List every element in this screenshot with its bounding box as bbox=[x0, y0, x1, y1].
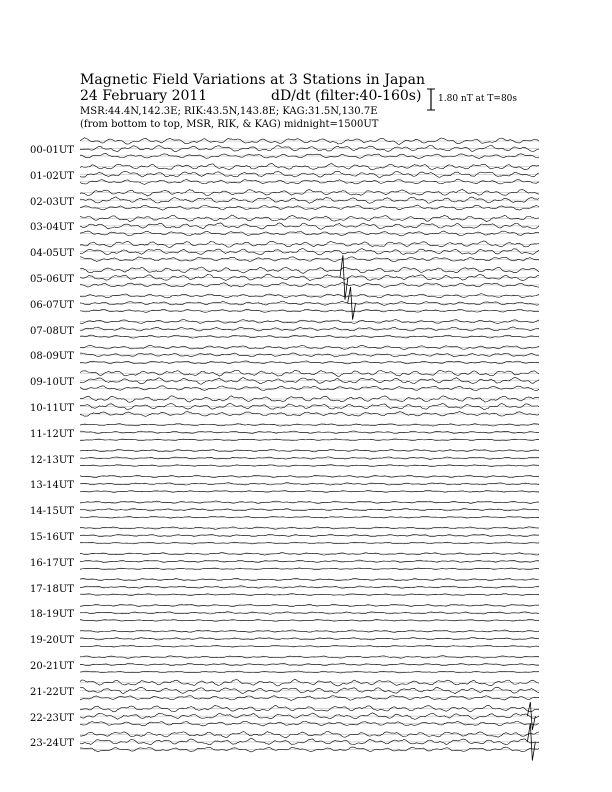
chart-date: 24 February 2011 bbox=[80, 88, 208, 104]
trace-13-14UT-RIK bbox=[80, 483, 539, 485]
station-coordinates: MSR:44.4N,142.3E; RIK:43.5N,143.8E; KAG:31.5N,130.7E bbox=[80, 106, 378, 117]
hour-label-16-17UT: 16-17UT bbox=[30, 557, 74, 569]
hour-label-19-20UT: 19-20UT bbox=[30, 635, 74, 647]
hour-label-15-16UT: 15-16UT bbox=[30, 532, 74, 543]
trace-12-13UT-MSR bbox=[80, 450, 539, 452]
trace-09-10UT-RIK bbox=[80, 378, 539, 385]
hour-label-03-04UT: 03-04UT bbox=[30, 222, 74, 234]
hour-label-01-02UT: 01-02UT bbox=[30, 170, 74, 182]
hour-label-22-23UT: 22-23UT bbox=[30, 712, 74, 724]
trace-23-24UT-RIK bbox=[80, 738, 539, 744]
scale-bar-label: 1.80 nT at T=80s bbox=[438, 94, 518, 104]
chart-title: Magnetic Field Variations at 3 Stations in Japan bbox=[80, 72, 426, 88]
hour-label-14-15UT: 14-15UT bbox=[30, 506, 74, 518]
hour-label-07-08UT: 07-08UT bbox=[30, 325, 74, 337]
hour-label-05-06UT: 05-06UT bbox=[30, 274, 74, 285]
hour-label-11-12UT: 11-12UT bbox=[30, 428, 74, 440]
hour-label-00-01UT: 00-01UT bbox=[30, 145, 74, 156]
hour-label-10-11UT: 10-11UT bbox=[30, 403, 74, 414]
hour-label-23-24UT: 23-24UT bbox=[30, 738, 74, 750]
hour-label-02-03UT: 02-03UT bbox=[30, 196, 74, 208]
hour-label-09-10UT: 09-10UT bbox=[30, 377, 74, 389]
hour-label-12-13UT: 12-13UT bbox=[30, 454, 74, 466]
trace-12-13UT-KAG bbox=[80, 465, 539, 467]
trace-02-03UT-MSR bbox=[80, 190, 539, 196]
chart-measure: dD/dt (filter:40-160s) bbox=[271, 88, 422, 104]
hour-label-21-22UT: 21-22UT bbox=[30, 686, 74, 698]
hour-label-18-19UT: 18-19UT bbox=[30, 609, 74, 621]
trace-09-10UT-MSR bbox=[80, 370, 539, 376]
hour-label-04-05UT: 04-05UT bbox=[30, 248, 74, 260]
hour-label-08-09UT: 08-09UT bbox=[30, 351, 74, 363]
trace-11-12UT-MSR bbox=[80, 424, 539, 426]
trace-03-04UT-RIK bbox=[80, 223, 539, 229]
trace-21-22UT-KAG bbox=[80, 696, 539, 701]
station-order-note: (from bottom to top, MSR, RIK, & KAG) midnight=1500UT bbox=[80, 119, 379, 130]
hour-label-13-14UT: 13-14UT bbox=[30, 480, 74, 492]
hour-label-06-07UT: 06-07UT bbox=[30, 299, 74, 311]
trace-01-02UT-MSR bbox=[80, 163, 539, 169]
hour-label-17-18UT: 17-18UT bbox=[30, 583, 74, 595]
trace-20-21UT-MSR bbox=[80, 656, 539, 659]
hour-label-20-21UT: 20-21UT bbox=[30, 661, 74, 672]
